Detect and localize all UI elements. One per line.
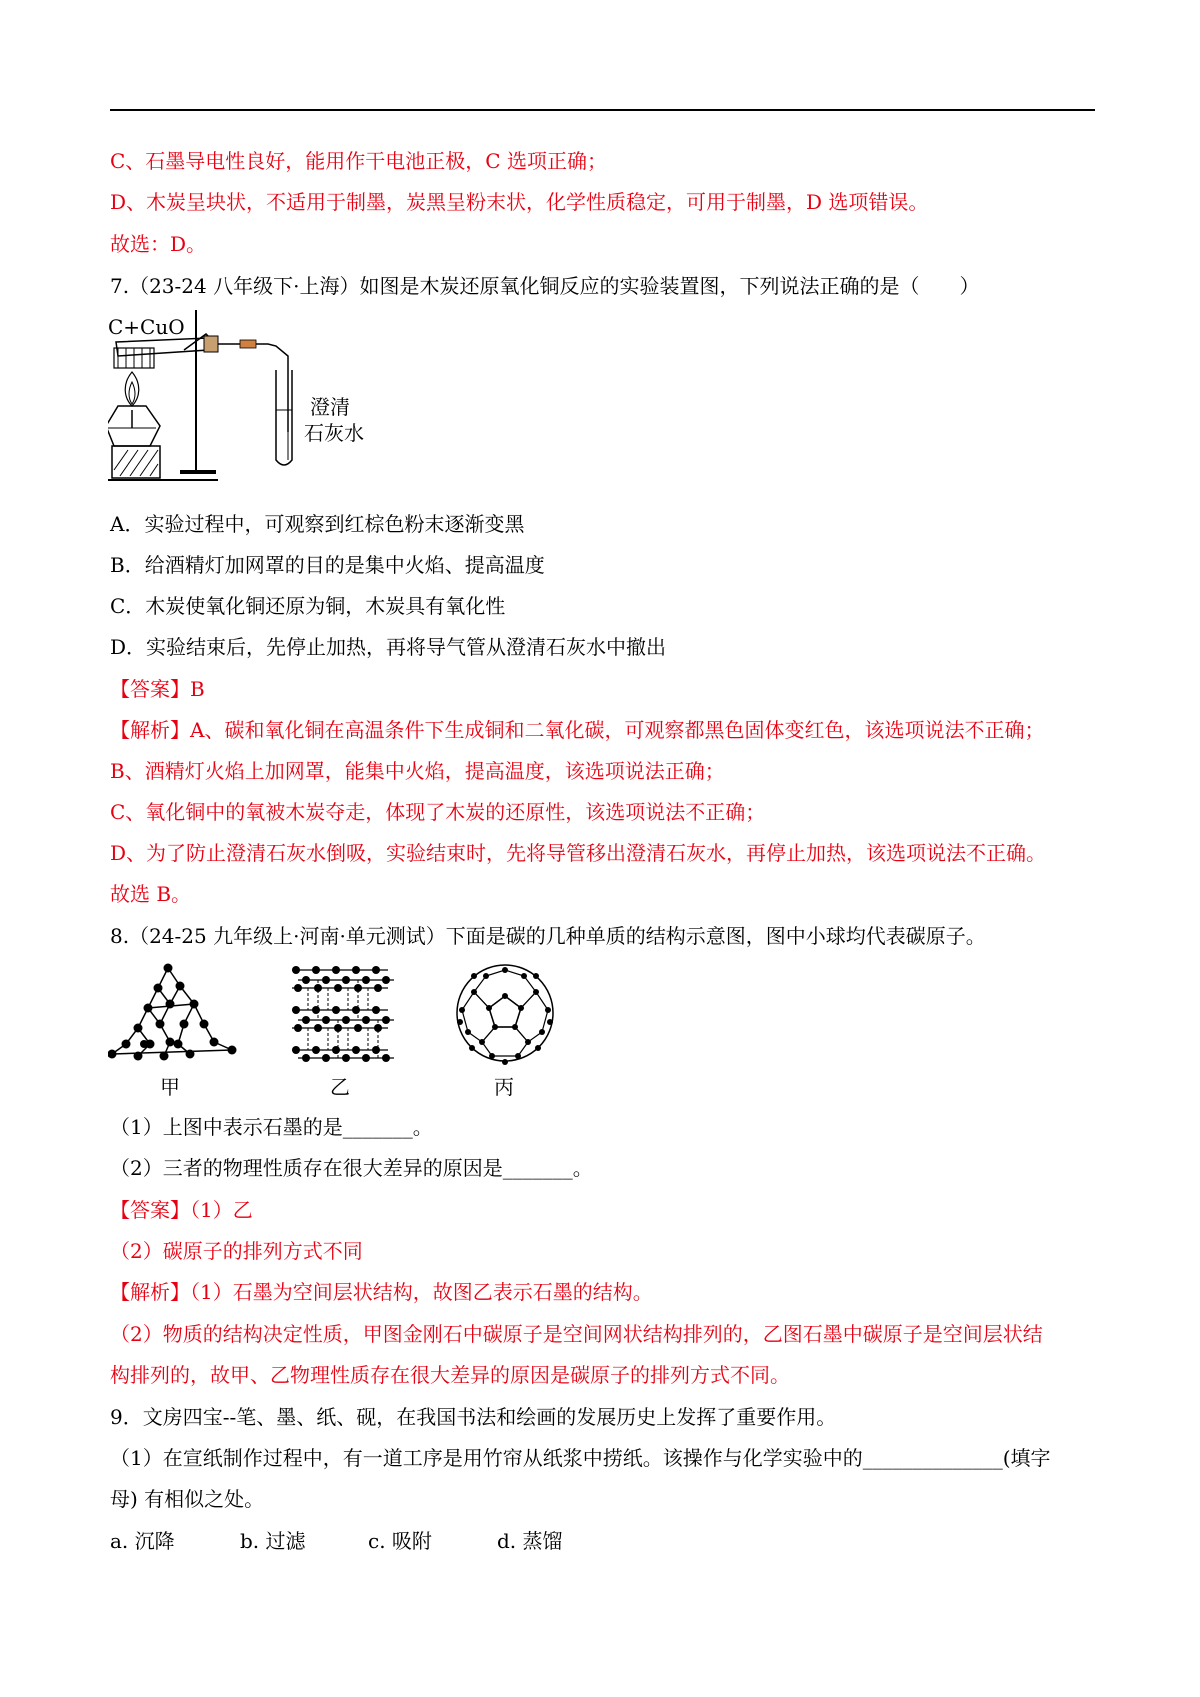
q9-option-b: b. 过滤 <box>240 1529 306 1553</box>
graphite-structure-figure <box>288 958 398 1068</box>
solution-label-line2: 石灰水 <box>304 421 364 445</box>
text-line: B、酒精灯火焰上加网罩，能集中火焰，提高温度，该选项说法正确； <box>110 759 725 783</box>
question-9-stem: 9．文房四宝--笔、墨、纸、砚，在我国书法和绘画的发展历史上发挥了重要作用。 <box>110 1405 837 1429</box>
text-line: 构排列的，故甲、乙物理性质存在很大差异的原因是碳原子的排列方式不同。 <box>110 1363 790 1387</box>
option-b: B．给酒精灯加网罩的目的是集中火焰、提高温度 <box>110 553 545 577</box>
header-rule <box>110 109 1095 111</box>
q9-option-c: c. 吸附 <box>368 1529 432 1553</box>
text-line: 母) 有相似之处。 <box>110 1487 265 1511</box>
structure-label-a: 甲 <box>160 1075 180 1099</box>
question-7-stem: 7.（23-24 八年级下·上海）如图是木炭还原氧化铜反应的实验装置图，下列说法正确的是（ ） <box>110 274 980 298</box>
option-c: C．木炭使氧化铜还原为铜，木炭具有氧化性 <box>110 594 506 618</box>
analysis-7: 【解析】A、碳和氧化铜在高温条件下生成铜和二氧化碳，可观察都黑色固体变红色，该选项说法不正确； <box>110 718 1045 742</box>
carbon-reduction-apparatus-figure <box>108 310 408 490</box>
question-8-stem: 8.（24-25 九年级上·河南·单元测试）下面是碳的几种单质的结构示意图，图中小球均代表碳原子。 <box>110 924 986 948</box>
question-8-part2: （2）三者的物理性质存在很大差异的原因是_______。 <box>110 1156 593 1180</box>
diamond-structure-figure <box>108 958 238 1078</box>
c60-structure-figure <box>450 958 560 1068</box>
question-8-part1: （1）上图中表示石墨的是_______。 <box>110 1115 433 1139</box>
answer-7: 【答案】B <box>110 677 205 701</box>
text-line: D、为了防止澄清石灰水倒吸，实验结束时，先将导管移出澄清石灰水，再停止加热，该选项说法不正确。 <box>110 841 1047 865</box>
structure-label-b: 乙 <box>330 1075 350 1099</box>
text-line: D、木炭呈块状，不适用于制墨，炭黑呈粉末状，化学性质稳定，可用于制墨，D 选项错误。 <box>110 190 929 214</box>
analysis-8-part1: 【解析】（1）石墨为空间层状结构，故图乙表示石墨的结构。 <box>110 1280 653 1304</box>
q9-option-a: a. 沉降 <box>110 1529 175 1553</box>
q9-option-d: d. 蒸馏 <box>497 1529 563 1553</box>
text-line: 故选：D。 <box>110 232 207 256</box>
option-a: A．实验过程中，可观察到红棕色粉末逐渐变黑 <box>110 512 525 536</box>
option-d: D．实验结束后，先停止加热，再将导气管从澄清石灰水中撤出 <box>110 635 667 659</box>
answer-8-part1: 【答案】（1）乙 <box>110 1198 253 1222</box>
text-line: 故选 B。 <box>110 882 192 906</box>
solution-label-line1: 澄清 <box>310 395 350 419</box>
question-9-part1: （1）在宣纸制作过程中，有一道工序是用竹帘从纸浆中捞纸。该操作与化学实验中的______________(填字 <box>110 1446 1051 1470</box>
answer-8-part2: （2）碳原子的排列方式不同 <box>110 1239 363 1263</box>
analysis-8-part2: （2）物质的结构决定性质，甲图金刚石中碳原子是空间网状结构排列的，乙图石墨中碳原子是空间层状结 <box>110 1322 1043 1346</box>
structure-label-c: 丙 <box>494 1075 514 1099</box>
reagent-label: C+CuO <box>108 315 185 339</box>
text-line: C、氧化铜中的氧被木炭夺走，体现了木炭的还原性，该选项说法不正确； <box>110 800 766 824</box>
text-line: C、石墨导电性良好，能用作干电池正极，C 选项正确； <box>110 149 607 173</box>
